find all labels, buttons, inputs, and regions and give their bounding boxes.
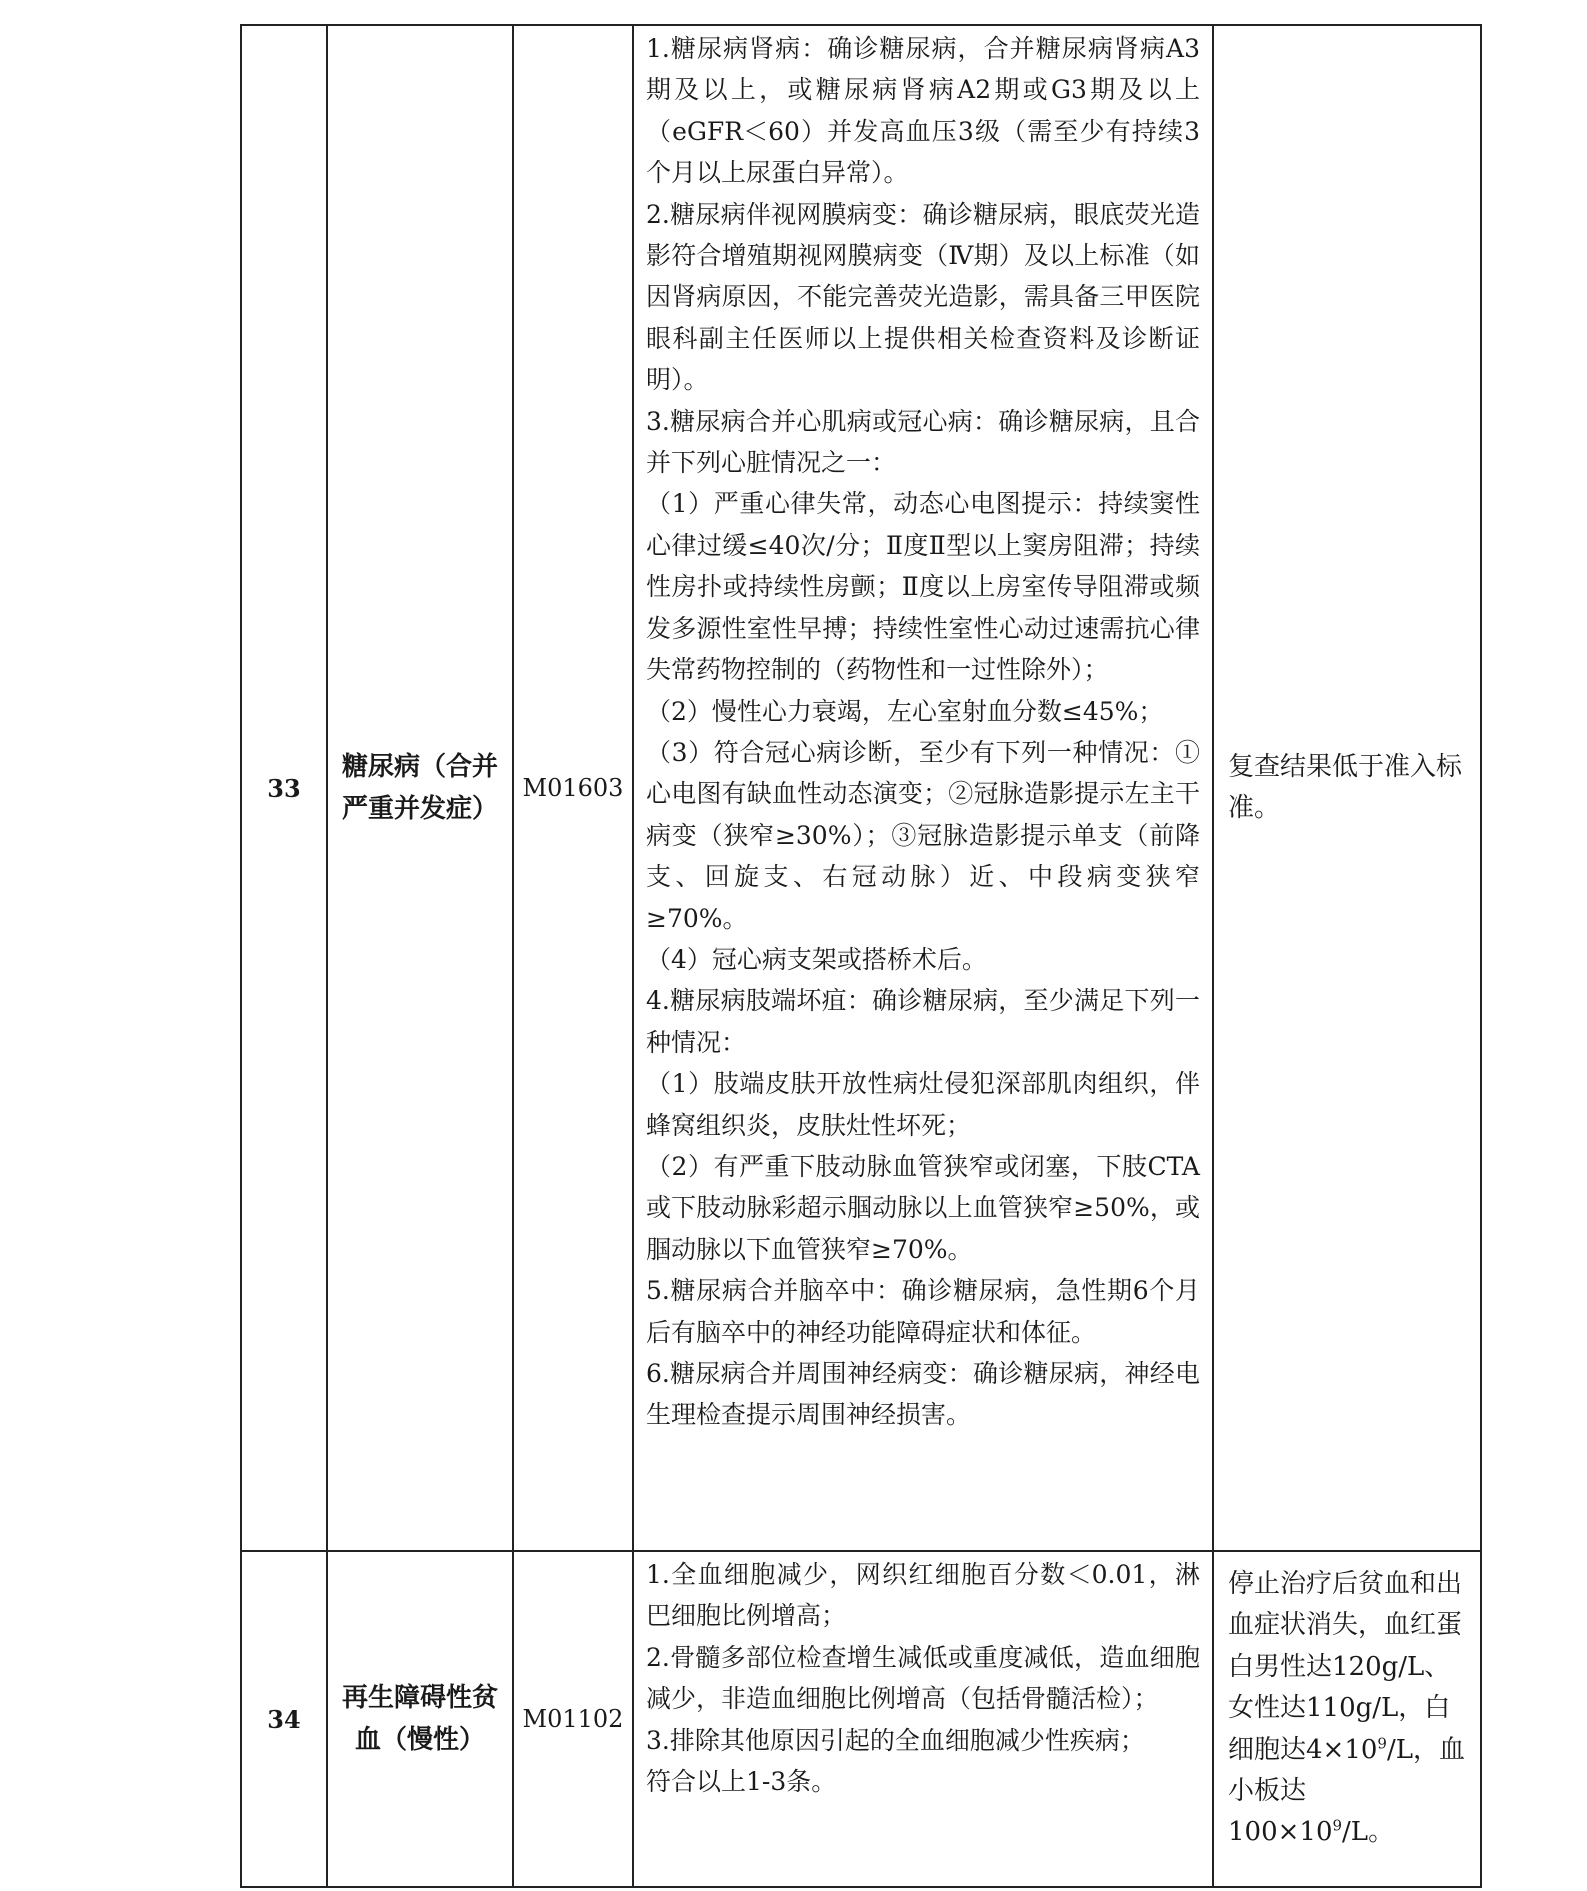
- exit-text-b: /L，血小板达100×10: [1228, 1734, 1465, 1848]
- criteria-subitem: （1）严重心律失常，动态心电图提示：持续窦性心律过缓≤40次/分；Ⅱ度Ⅱ型以上窦房阻滞；持续性房扑或持续性房颤；Ⅱ度以上房室传导阻滞或频发多源性室性早搏；持续性室性心动过速需抗心律失常药物控制的（药物性和一过性除外）；: [646, 489, 1200, 685]
- criteria-subitem: （4）冠心病支架或搭桥术后。: [646, 944, 987, 974]
- table-row: [241, 1551, 1481, 1887]
- row-number: 34: [241, 1551, 327, 1887]
- exit-text-a: 停止治疗后贫血和出血症状消失，血红蛋白男性达120g/L、女性达110g/L，白细胞达4×10: [1228, 1569, 1463, 1765]
- exponent: 9: [1332, 1816, 1343, 1835]
- criteria-item: 3.糖尿病合并心肌病或冠心病：确诊糖尿病，且合并下列心脏情况之一：: [646, 406, 1200, 478]
- exit-text-c: /L。: [1342, 1817, 1395, 1848]
- criteria-subitem: （3）符合冠心病诊断，至少有下列一种情况：①心电图有缺血性动态演变；②冠脉造影提示左主干病变（狭窄≥30%）；③冠脉造影提示单支（前降支、回旋支、右冠动脉）近、中段病变狭窄≥70%。: [646, 737, 1200, 933]
- row-number: 33: [241, 25, 327, 1551]
- disease-name: 再生障碍性贫血（慢性）: [327, 1551, 513, 1887]
- disease-code: M01603: [513, 25, 633, 1551]
- criteria-subitem: （1）肢端皮肤开放性病灶侵犯深部肌肉组织，伴蜂窝组织炎，皮肤灶性坏死；: [646, 1069, 1200, 1140]
- criteria-item: 6.糖尿病合并周围神经病变：确诊糖尿病，神经电生理检查提示周围神经损害。: [646, 1359, 1200, 1430]
- criteria-item: 2.骨髓多部位检查增生减低或重度减低，造血细胞减少，非造血细胞比例增高（包括骨髓活检）；: [646, 1642, 1200, 1714]
- criteria-item: 符合以上1-3条。: [646, 1767, 837, 1797]
- criteria-item: 4.糖尿病肢端坏疽：确诊糖尿病，至少满足下列一种情况：: [646, 986, 1200, 1057]
- exit-criteria: 复查结果低于准入标准。: [1213, 25, 1481, 1551]
- criteria-subitem: （2）有严重下肢动脉血管狭窄或闭塞，下肢CTA或下肢动脉彩超示腘动脉以上血管狭窄≥50%，或腘动脉以下血管狭窄≥70%。: [646, 1151, 1200, 1264]
- table-row: [241, 25, 1481, 1551]
- criteria-subitem: （2）慢性心力衰竭，左心室射血分数≤45%；: [646, 696, 1164, 726]
- criteria-item: 2.糖尿病伴视网膜病变：确诊糖尿病，眼底荧光造影符合增殖期视网膜病变（Ⅳ期）及以上标准（如因肾病原因，不能完善荧光造影，需具备三甲医院眼科副主任医师以上提供相关检查资料及诊断证明）。: [646, 199, 1200, 395]
- exponent: 9: [1377, 1733, 1387, 1752]
- admission-criteria: [633, 1551, 1213, 1887]
- exit-criteria: [1213, 1551, 1481, 1887]
- criteria-item: 1.全血细胞减少，网织红细胞百分数＜0.01，淋巴细胞比例增高；: [646, 1560, 1200, 1631]
- disease-criteria-table: [240, 24, 1482, 1888]
- criteria-item: 1.糖尿病肾病：确诊糖尿病，合并糖尿病肾病A3期及以上，或糖尿病肾病A2期或G3期及以上（eGFR＜60）并发高血压3级（需至少有持续3个月以上尿蛋白异常）。: [646, 34, 1200, 188]
- criteria-item: 5.糖尿病合并脑卒中：确诊糖尿病，急性期6个月后有脑卒中的神经功能障碍症状和体征。: [646, 1276, 1200, 1347]
- disease-name: 糖尿病（合并严重并发症）: [327, 25, 513, 1551]
- criteria-item: 3.排除其他原因引起的全血细胞减少性疾病；: [646, 1725, 1145, 1755]
- admission-criteria: [633, 25, 1213, 1551]
- disease-code: M01102: [513, 1551, 633, 1887]
